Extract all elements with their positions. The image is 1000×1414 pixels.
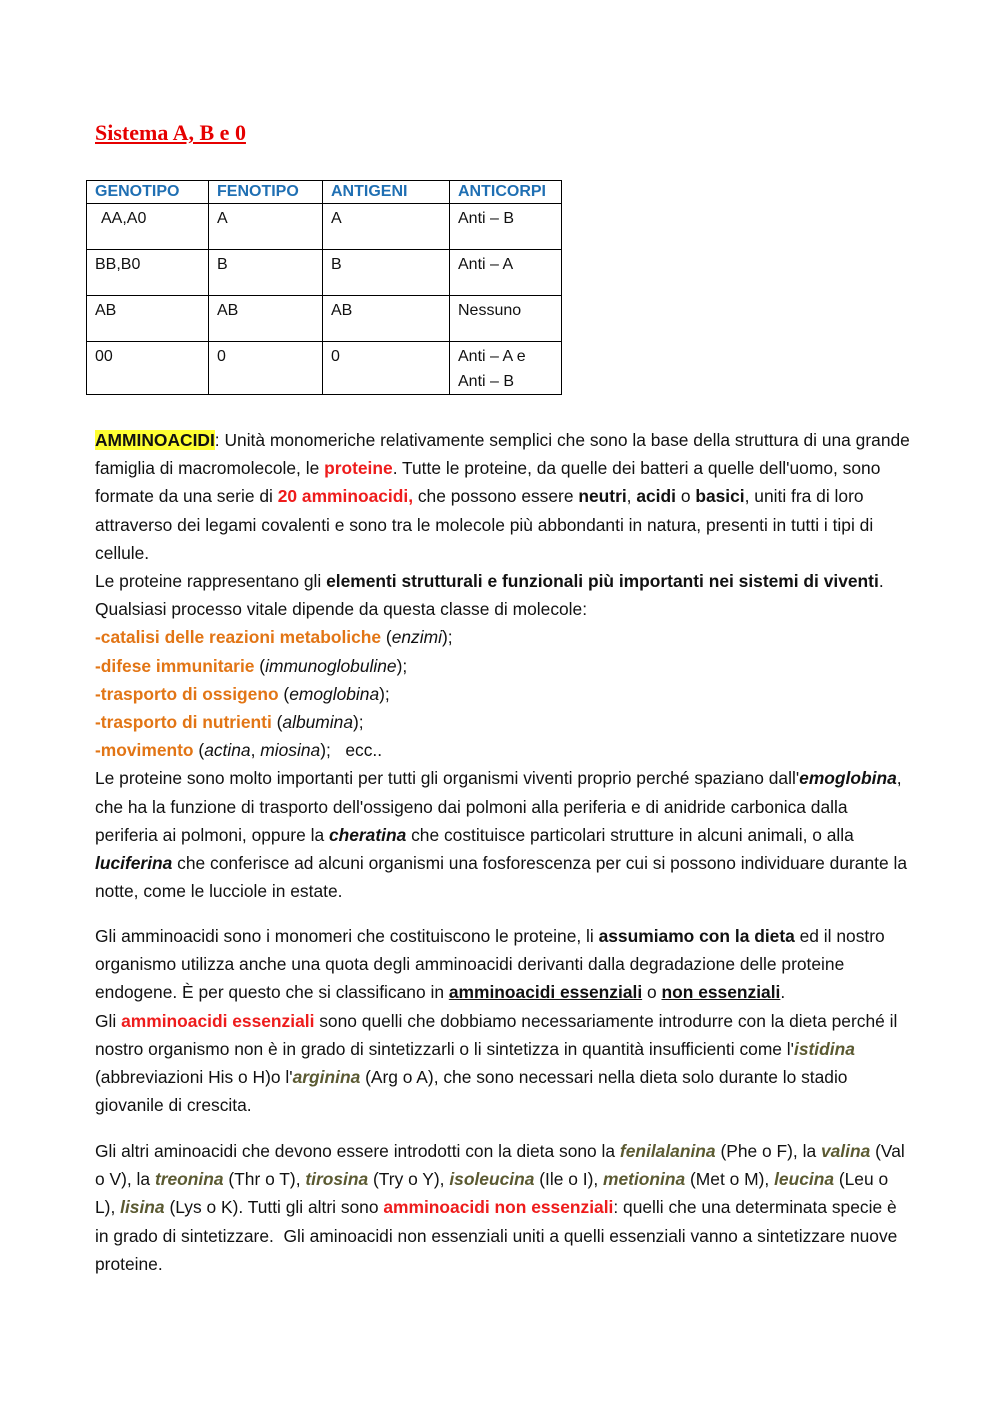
table-row	[87, 342, 562, 395]
red-term: proteine	[324, 458, 393, 479]
paragraph-proteine	[95, 567, 910, 623]
table-cell: Anti – A	[450, 250, 562, 296]
amino-acid-name: isoleucina	[449, 1169, 535, 1190]
body-text-block-3	[95, 1137, 910, 1278]
paragraph-amminoacidi	[95, 426, 910, 567]
table-cell: 0	[209, 342, 323, 395]
list-label: -trasporto di ossigeno	[95, 683, 279, 704]
bold-term: elementi strutturali e funzionali più importanti nei sistemi di viventi	[326, 571, 879, 592]
text-run: , uniti fra di loro attraverso dei legami covalenti e sono tra le molecole più abbondanti in natura, presenti in tutti i tipi di cellule.	[95, 486, 874, 563]
table-cell: AA,A0	[87, 204, 209, 250]
table-cell: Anti – A e Anti – B	[450, 342, 562, 395]
table-cell: A	[323, 204, 450, 250]
text-run: );	[441, 627, 453, 648]
header-fenotipo: FENOTIPO	[209, 181, 323, 204]
amino-acid-name: istidina	[794, 1038, 855, 1059]
paragraph-altri-aminoacidi	[95, 1137, 910, 1278]
page-title: Sistema A, B e 0	[95, 120, 246, 145]
amino-acid-name: treonina	[154, 1169, 224, 1190]
table-cell: AB	[323, 296, 450, 342]
text-run: . Tutte le proteine, da quelle dei batteri a quelle dell'uomo, sono formate da una serie di	[95, 458, 881, 507]
table-cell: B	[323, 250, 450, 296]
list-label: -movimento	[95, 740, 194, 761]
text-run: );	[353, 712, 364, 733]
text-run: (Try o Y),	[368, 1169, 450, 1190]
text-run: (	[271, 712, 283, 733]
text-run: (Lys o K). Tutti gli altri sono	[164, 1197, 384, 1218]
text-run: (	[193, 740, 205, 761]
text-run: Le proteine sono molto importanti per tutti gli organismi viventi proprio perché spaziano dall'	[95, 768, 800, 789]
text-run: Le proteine rappresentano gli	[95, 571, 327, 592]
text-run: (Phe o F), la	[715, 1141, 821, 1161]
list-label: -difese immunitarie	[95, 655, 255, 676]
body-text-block-2	[95, 922, 910, 1119]
italic-term: actina	[204, 740, 251, 761]
text-run: che conferisce ad alcuni organismi una fosforescenza per cui si possono individuare durante la notte, come le lucciole in estate.	[95, 853, 908, 902]
paragraph-essenziali	[95, 1007, 910, 1120]
underlined-term: amminoacidi essenziali	[448, 982, 643, 1003]
text-run: ed il nostro organismo utilizza anche una quota degli amminoacidi derivanti dalla degradazione delle proteine endogene. È per questo che si classificano in	[95, 926, 885, 1003]
text-run: ); ecc..	[320, 740, 383, 761]
underlined-term: non essenziali	[661, 982, 781, 1003]
amino-acid-name: fenilalanina	[619, 1141, 716, 1161]
text-run: Gli amminoacidi sono i monomeri che costituiscono le proteine, li	[95, 926, 599, 946]
table-cell: Nessuno	[450, 296, 562, 342]
text-run: (	[278, 683, 290, 704]
table-cell: Anti – B	[450, 204, 562, 250]
text-run: (	[381, 627, 392, 648]
table-row	[87, 204, 562, 250]
text-run: (Ile o I),	[534, 1169, 604, 1190]
italic-term: immunoglobuline	[265, 655, 397, 676]
text-run: che possono essere	[413, 486, 579, 507]
text-run: Gli altri aminoacidi che devono essere introdotti con la dieta sono la	[95, 1141, 620, 1161]
header-antigeni: ANTIGENI	[323, 181, 450, 204]
table-cell: A	[209, 204, 323, 250]
text-run: , che ha la funzione di trasporto dell'ossigeno dai polmoni alla periferia e di anidride carbonica dalla periferia ai polmoni, oppure la	[95, 768, 902, 845]
table-cell: 0	[323, 342, 450, 395]
list-label: -trasporto di nutrienti	[95, 712, 272, 733]
text-run: o	[642, 982, 662, 1003]
amino-acid-name: tirosina	[305, 1169, 369, 1190]
table-cell: AB	[209, 296, 323, 342]
text-run: );	[379, 683, 390, 704]
header-anticorpi: ANTICORPI	[450, 181, 562, 204]
text-run: (abbreviazioni His o H)o l'	[95, 1067, 293, 1088]
bold-term: acidi	[636, 486, 676, 507]
italic-term: albumina	[282, 712, 353, 733]
amino-acid-name: arginina	[292, 1067, 361, 1088]
text-run: o	[675, 486, 696, 507]
text-run: Gli	[95, 1010, 122, 1031]
table-row	[87, 296, 562, 342]
list-label: -catalisi delle reazioni metaboliche	[95, 627, 382, 648]
text-run: (Met o M),	[685, 1169, 775, 1190]
text-run: (Arg o A), che sono necessari nella dieta solo durante lo stadio giovanile di crescita.	[95, 1067, 848, 1116]
amino-acid-name: lisina	[120, 1197, 165, 1218]
list-item	[95, 680, 910, 708]
text-run: : quelli che una determinata specie è in grado di sintetizzare. Gli aminoacidi non essenziali uniti a quelli essenziali vanno a sintetizzare nuove proteine.	[95, 1197, 903, 1274]
amino-acid-name: leucina	[774, 1169, 834, 1190]
paragraph-classificazione	[95, 922, 910, 1007]
list-item	[95, 736, 910, 764]
list-item	[95, 652, 910, 680]
amino-acid-name: valina	[820, 1141, 871, 1161]
table-cell: AB	[87, 296, 209, 342]
text-run: che costituisce particolari strutture in alcuni animali, o alla	[406, 824, 854, 845]
text-run: );	[396, 655, 408, 676]
red-term: amminoacidi non essenziali	[383, 1197, 614, 1218]
table-cell: B	[209, 250, 323, 296]
italic-term: enzimi	[391, 627, 442, 648]
italic-term: miosina	[260, 740, 321, 761]
table-cell: BB,B0	[87, 250, 209, 296]
paragraph-esempi	[95, 764, 910, 905]
bold-term: neutri	[578, 486, 627, 507]
text-run: ,	[626, 486, 637, 507]
header-genotipo: GENOTIPO	[87, 181, 209, 204]
text-run: sono quelli che dobbiamo necessariamente introdurre con la dieta perché il nostro organismo non è in grado di sintetizzarli o li sintetizza in quantità insufficienti come l'	[95, 1010, 898, 1059]
bold-italic-term: cheratina	[328, 824, 407, 845]
bold-term: basici	[695, 486, 745, 507]
text-run: (Thr o T),	[223, 1169, 306, 1190]
text-run: (Val o V), la	[95, 1141, 910, 1190]
red-term: 20 amminoacidi,	[277, 486, 414, 507]
table-cell: 00	[87, 342, 209, 395]
text-run: . Qualsiasi processo vitale dipende da questa classe di molecole:	[95, 571, 884, 620]
amino-acid-name: metionina	[603, 1169, 686, 1190]
highlighted-term: AMMINOACIDI	[95, 430, 215, 450]
text-run: ,	[250, 740, 261, 761]
text-run: (Leu o L),	[95, 1169, 893, 1218]
list-item	[95, 708, 910, 736]
blood-group-table	[86, 180, 562, 395]
text-run: (	[254, 655, 266, 676]
table-row	[87, 250, 562, 296]
italic-term: emoglobina	[289, 683, 380, 704]
bold-italic-term: emoglobina	[799, 768, 897, 789]
text-run: : Unità monomeriche relativamente semplici che sono la base della struttura di una grande famiglia di macromolecole, le	[95, 430, 910, 479]
table-header-row	[87, 181, 562, 204]
bold-italic-term: luciferina	[95, 853, 173, 874]
text-run: .	[780, 982, 786, 1003]
red-term: amminoacidi essenziali	[121, 1010, 315, 1031]
list-item	[95, 623, 910, 651]
bold-term: assumiamo con la dieta	[598, 926, 795, 946]
body-text-block-1	[95, 426, 910, 905]
